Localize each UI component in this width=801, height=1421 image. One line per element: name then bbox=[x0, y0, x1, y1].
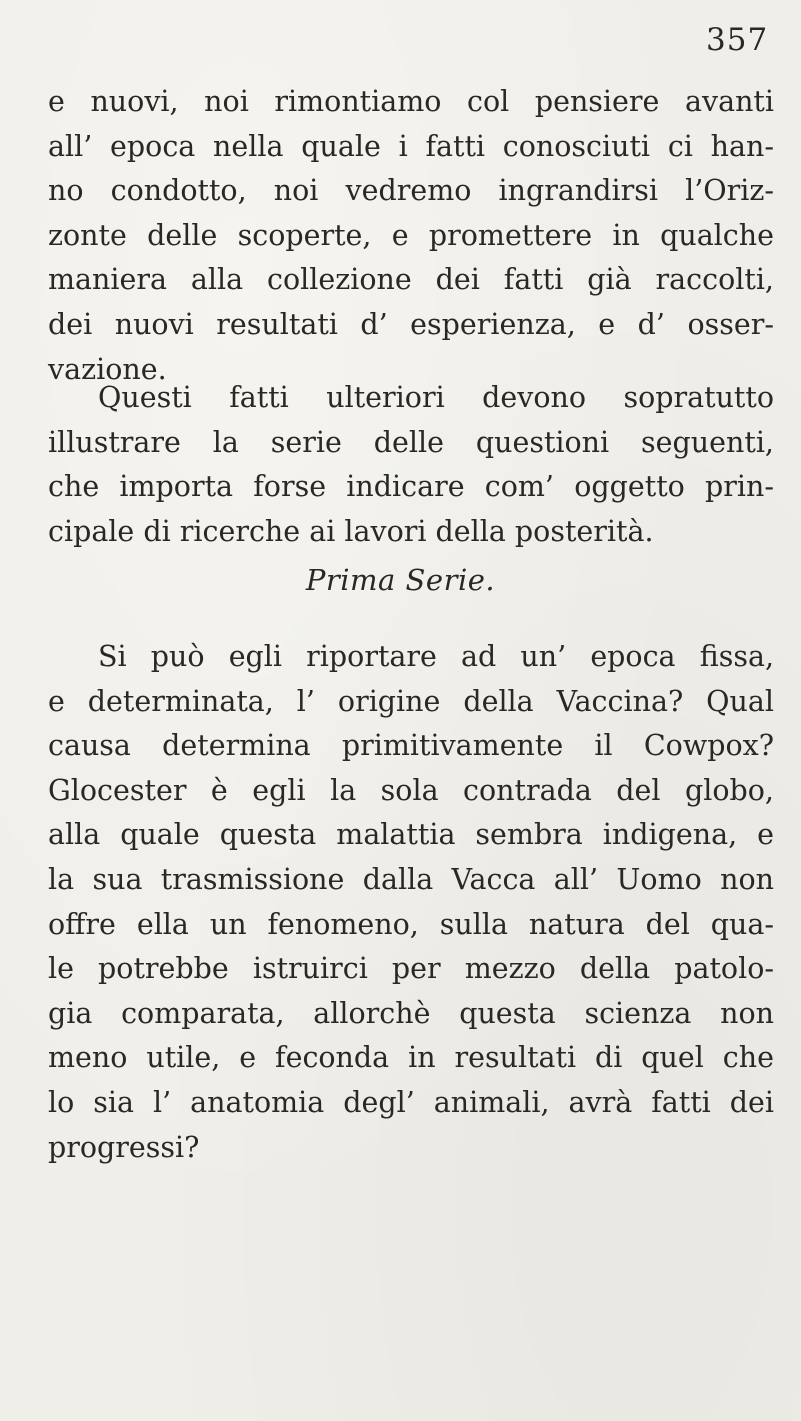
text-line: gia comparata, allorchè questa scienza non bbox=[48, 996, 774, 1030]
text-line: Glocester è egli la sola contrada del globo, bbox=[48, 773, 774, 807]
text-line: la sua trasmissione dalla Vacca all’ Uomo non bbox=[48, 862, 774, 896]
text-line: che importa forse indicare com’ oggetto prin- bbox=[48, 470, 774, 504]
text-line: e nuovi, noi rimontiamo col pensiere avanti bbox=[48, 85, 774, 118]
text-line: illustrare la serie delle questioni seguenti, bbox=[48, 425, 774, 459]
text-line: lo sia l’ anatomia degl’ animali, avrà fatti dei bbox=[48, 1085, 774, 1119]
text-line: zonte delle scoperte, e promettere in qualche bbox=[48, 218, 774, 252]
text-line: vazione. bbox=[48, 352, 167, 386]
text-line: e determinata, l’ origine della Vaccina? Qual bbox=[48, 684, 774, 718]
text-line: all’ epoca nella quale i fatti conosciuti ci han- bbox=[48, 129, 774, 163]
text-line: offre ella un fenomeno, sulla natura del qua- bbox=[48, 907, 774, 941]
text-line: le potrebbe istruirci per mezzo della patolo- bbox=[48, 952, 774, 986]
text-line: Questi fatti ulteriori devono sopratutto bbox=[98, 381, 774, 414]
paragraph-3 bbox=[48, 635, 774, 1170]
text-line: maniera alla collezione dei fatti già raccolti, bbox=[48, 263, 774, 297]
text-line: causa determina primitivamente il Cowpox? bbox=[48, 729, 774, 763]
text-line: Si può egli riportare ad un’ epoca fissa, bbox=[98, 640, 774, 673]
section-heading: Prima Serie. bbox=[305, 563, 496, 597]
text-line: meno utile, e feconda in resultati di quel che bbox=[48, 1041, 774, 1075]
text-line: progressi? bbox=[48, 1130, 200, 1164]
text-line: alla quale questa malattia sembra indigena, e bbox=[48, 818, 774, 852]
paragraph-1 bbox=[48, 80, 774, 392]
text-line: cipale di ricerche ai lavori della posterità. bbox=[48, 514, 654, 548]
page-number: 357 bbox=[706, 22, 769, 58]
paragraph-2 bbox=[48, 376, 774, 554]
text-line: dei nuovi resultati d’ esperienza, e d’ osser- bbox=[48, 307, 774, 341]
text-line: no condotto, noi vedremo ingrandirsi l’Oriz- bbox=[48, 174, 774, 208]
